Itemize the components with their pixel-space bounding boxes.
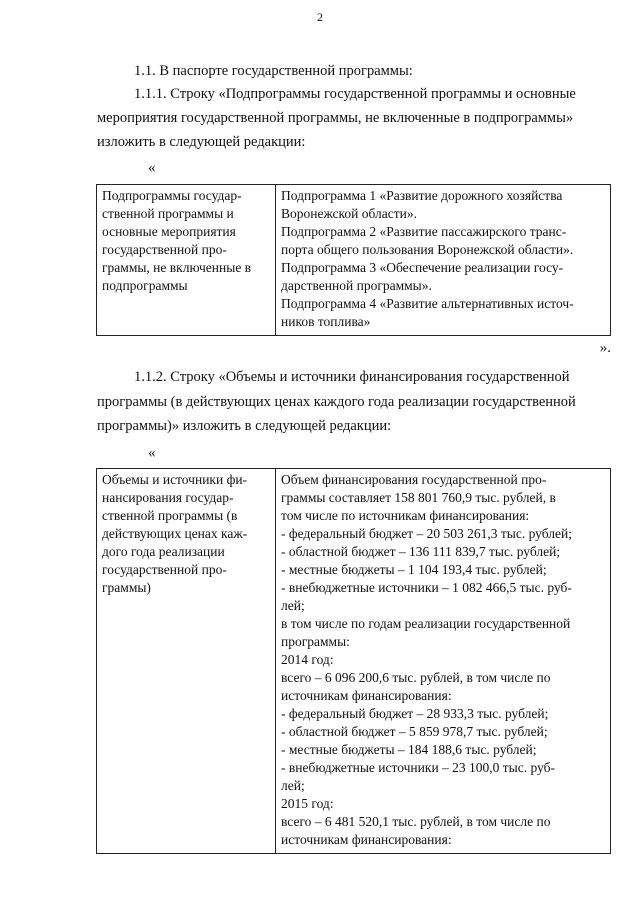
cell-line: - местные бюджеты – 1 104 193,4 тыс. рублей; bbox=[281, 562, 547, 577]
cell-line: том числе по источникам финансирования: bbox=[281, 508, 530, 523]
table-row bbox=[97, 185, 611, 336]
cell-line: - внебюджетные источники – 1 082 466,5 тыс. руб- bbox=[281, 580, 572, 595]
cell-line: граммы) bbox=[102, 580, 151, 595]
item-1-1-2-line-3: программы)» изложить в следующей редакции: bbox=[97, 418, 392, 434]
cell-line: ников топлива» bbox=[281, 314, 371, 329]
cell-line: государственной про- bbox=[102, 562, 227, 577]
table-2-right-cell bbox=[276, 469, 611, 854]
cell-line: лей; bbox=[281, 598, 305, 613]
cell-line: 2014 год: bbox=[281, 652, 334, 667]
cell-line: Объемы и источники фи- bbox=[102, 472, 248, 487]
cell-line: источникам финансирования: bbox=[281, 688, 452, 703]
item-1-1-2-line-1: 1.1.2. Строку «Объемы и источники финансирования государственной bbox=[134, 369, 570, 385]
cell-line: - федеральный бюджет – 28 933,3 тыс. рублей; bbox=[281, 706, 549, 721]
cell-line: ственной программы (в bbox=[102, 508, 238, 523]
cell-line: в том числе по годам реализации государственной bbox=[281, 616, 571, 631]
cell-line: источникам финансирования: bbox=[281, 832, 452, 847]
cell-line: Воронежской области». bbox=[281, 206, 418, 221]
cell-line: дого года реализации bbox=[102, 544, 225, 559]
cell-line: - областной бюджет – 136 111 839,7 тыс. рублей; bbox=[281, 544, 561, 559]
item-1-1-1-line-3: изложить в следующей редакции: bbox=[97, 134, 306, 150]
cell-line: основные мероприятия bbox=[102, 224, 236, 239]
cell-line: действующих ценах каж- bbox=[102, 526, 248, 541]
cell-line: нансирования государ- bbox=[102, 490, 234, 505]
cell-line: - внебюджетные источники – 23 100,0 тыс. руб- bbox=[281, 760, 556, 775]
opening-quote-2: « bbox=[148, 445, 156, 461]
cell-line: ственной программы и bbox=[102, 206, 234, 221]
cell-line: дарственной программы». bbox=[281, 278, 432, 293]
cell-line: Подпрограмма 1 «Развитие дорожного хозяйства bbox=[281, 188, 563, 203]
table-1-left-cell bbox=[97, 185, 276, 336]
item-1-1-1-line-2: мероприятия государственной программы, не включенные в подпрограммы» bbox=[97, 110, 574, 126]
cell-line: Подпрограммы государ- bbox=[102, 188, 242, 203]
financing-table bbox=[96, 468, 611, 854]
cell-line: Подпрограмма 2 «Развитие пассажирского транс- bbox=[281, 224, 567, 239]
cell-line: порта общего пользования Воронежской области». bbox=[281, 242, 574, 257]
cell-line: Подпрограмма 3 «Обеспечение реализации госу- bbox=[281, 260, 564, 275]
cell-line: граммы, не включенные в bbox=[102, 260, 252, 275]
cell-line: - областной бюджет – 5 859 978,7 тыс. рублей; bbox=[281, 724, 548, 739]
table-2-left-cell bbox=[97, 469, 276, 854]
page-number: 2 bbox=[317, 10, 323, 24]
cell-line: программы: bbox=[281, 634, 350, 649]
closing-quote-1: ». bbox=[599, 340, 611, 356]
cell-line: государственной про- bbox=[102, 242, 227, 257]
subprograms-table bbox=[96, 184, 611, 336]
cell-line: - федеральный бюджет – 20 503 261,3 тыс. рублей; bbox=[281, 526, 572, 541]
cell-line: Объем финансирования государственной про- bbox=[281, 472, 547, 487]
cell-line: граммы составляет 158 801 760,9 тыс. рублей, в bbox=[281, 490, 556, 505]
cell-line: всего – 6 481 520,1 тыс. рублей, в том числе по bbox=[281, 814, 551, 829]
cell-line: Подпрограмма 4 «Развитие альтернативных источ- bbox=[281, 296, 574, 311]
table-row bbox=[97, 469, 611, 854]
opening-quote-1: « bbox=[148, 160, 156, 176]
cell-line: 2015 год: bbox=[281, 796, 334, 811]
section-heading: 1.1. В паспорте государственной программы: bbox=[134, 63, 413, 79]
cell-line: лей; bbox=[281, 778, 305, 793]
cell-line: подпрограммы bbox=[102, 278, 188, 293]
cell-line: - местные бюджеты – 184 188,6 тыс. рублей; bbox=[281, 742, 537, 757]
item-1-1-2-line-2: программы (в действующих ценах каждого года реализации государственной bbox=[97, 394, 576, 410]
table-1-right-cell bbox=[276, 185, 611, 336]
item-1-1-1-line-1: 1.1.1. Строку «Подпрограммы государственной программы и основные bbox=[134, 86, 576, 102]
cell-line: всего – 6 096 200,6 тыс. рублей, в том числе по bbox=[281, 670, 551, 685]
